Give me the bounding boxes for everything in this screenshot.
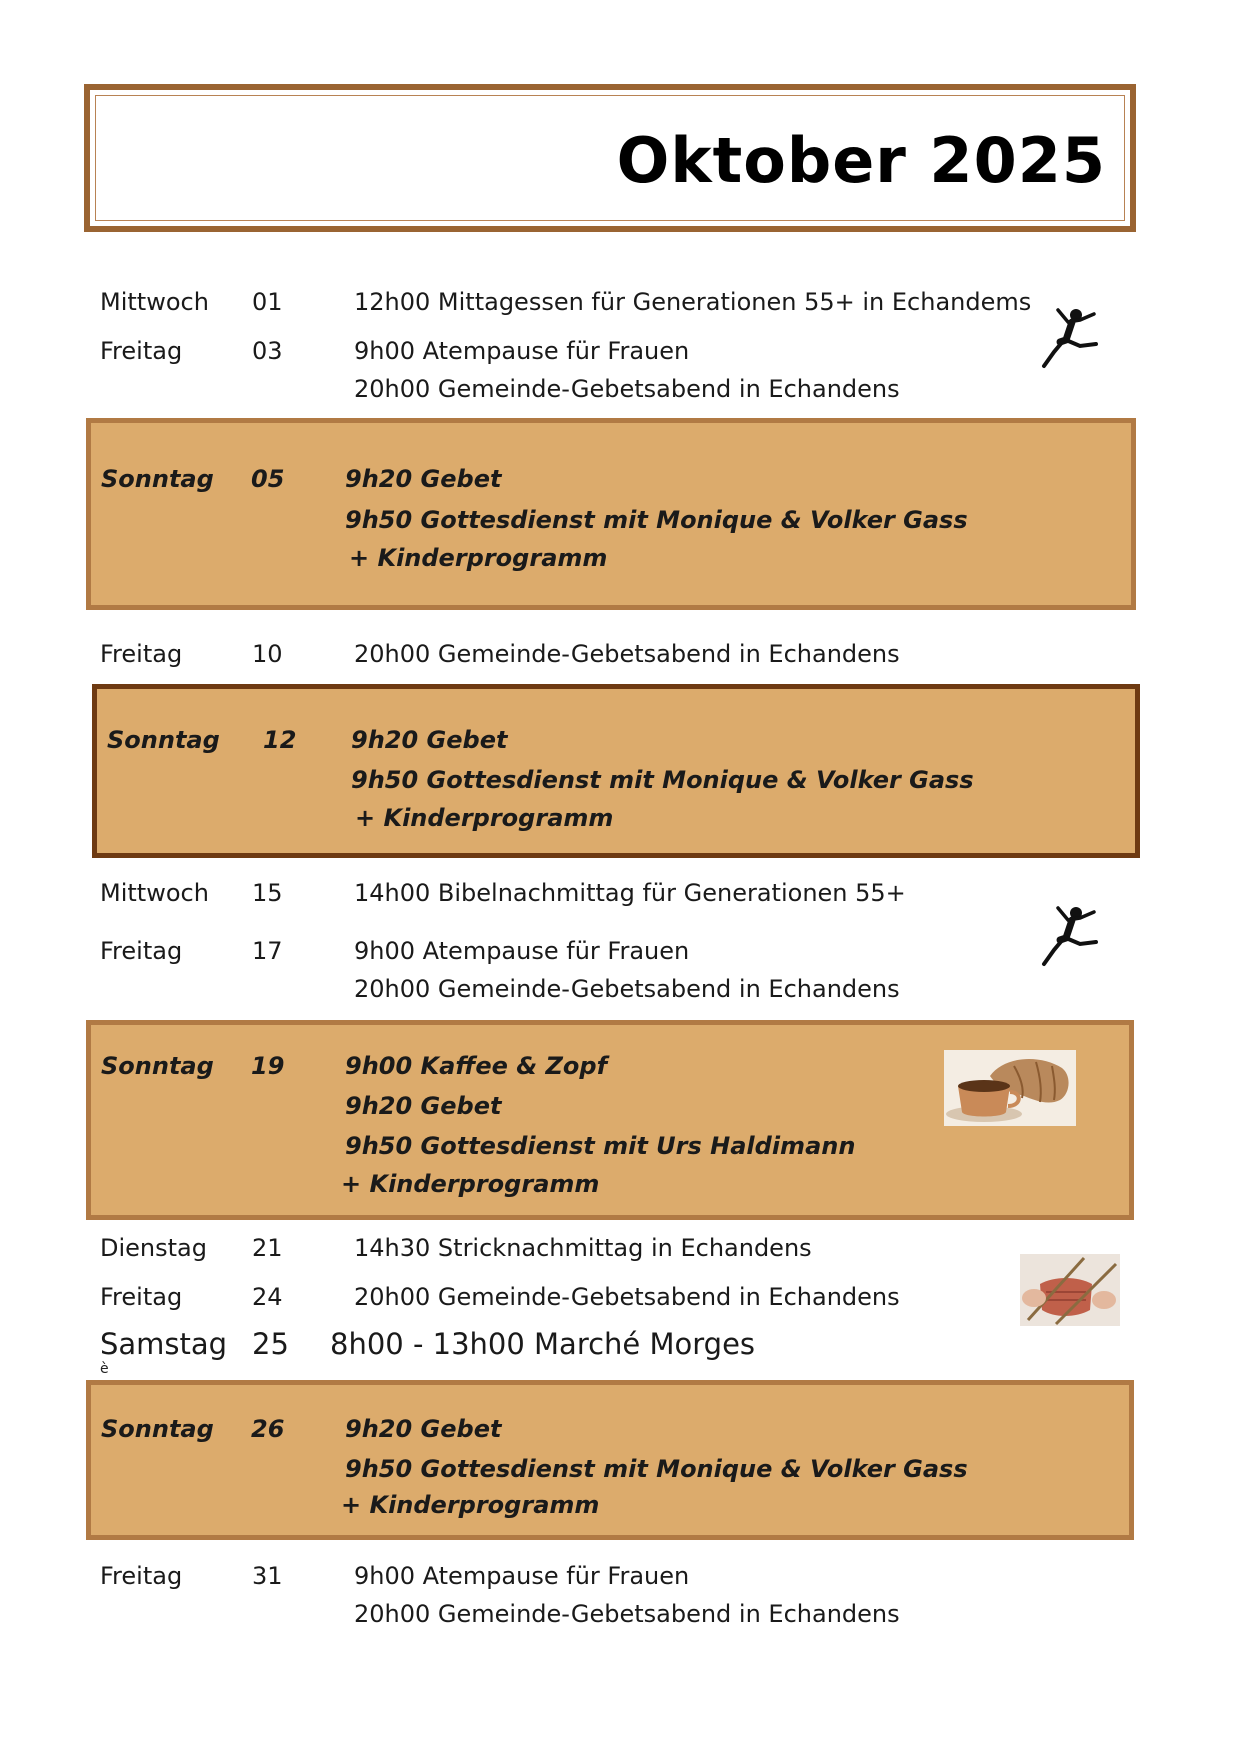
list-item	[100, 371, 1020, 407]
event-text: + Kinderprogramm	[355, 804, 614, 832]
weekday: Sonntag	[101, 1415, 214, 1443]
list-item	[101, 461, 1121, 497]
day-number: 21	[252, 1234, 283, 1262]
day-number: 15	[252, 879, 283, 907]
weekday: Sonntag	[101, 1052, 214, 1080]
event-text: 9h50 Gottesdienst mit Monique & Volker Gass	[345, 1455, 968, 1483]
list-item	[107, 762, 1127, 798]
event-text: 20h00 Gemeinde-Gebetsabend in Echandens	[354, 375, 900, 403]
event-text: + Kinderprogramm	[341, 1170, 600, 1198]
event-text: 14h00 Bibelnachmittag für Generationen 55+	[354, 879, 906, 907]
day-number: 31	[252, 1562, 283, 1590]
list-item	[100, 1279, 1020, 1315]
list-item	[100, 1558, 1020, 1594]
stray-mark: è	[100, 1361, 109, 1377]
weekday: Freitag	[100, 640, 183, 668]
list-item	[100, 284, 1032, 320]
list-item	[101, 1487, 1121, 1523]
day-number: 26	[251, 1415, 285, 1443]
runner-icon	[1036, 904, 1100, 970]
list-item	[101, 502, 1121, 538]
highlight-block	[86, 1380, 1134, 1540]
knitting-icon	[1020, 1254, 1120, 1326]
list-item	[101, 1166, 1121, 1202]
highlight-block	[86, 418, 1136, 610]
list-item	[100, 333, 1020, 369]
event-text: 9h20 Gebet	[351, 726, 508, 754]
title-frame	[84, 84, 1136, 232]
weekday: Sonntag	[101, 465, 214, 493]
day-number: 17	[252, 937, 283, 965]
day-number: 19	[251, 1052, 285, 1080]
list-item	[100, 971, 1020, 1007]
day-number: 05	[251, 465, 285, 493]
list-item	[100, 1596, 1020, 1632]
weekday: Freitag	[100, 937, 183, 965]
list-item	[101, 1451, 1121, 1487]
event-text: 9h00 Atempause für Frauen	[354, 337, 690, 365]
list-item	[100, 933, 1020, 969]
event-text: 8h00 - 13h00 Marché Morges	[330, 1327, 756, 1361]
list-item	[100, 1230, 1020, 1266]
event-text: 9h50 Gottesdienst mit Monique & Volker Gass	[345, 506, 968, 534]
day-number: 25	[252, 1327, 289, 1361]
day-number: 12	[263, 726, 297, 754]
highlight-block	[92, 684, 1140, 858]
list-item	[101, 1128, 1121, 1164]
event-text: 20h00 Gemeinde-Gebetsabend in Echandens	[354, 1600, 900, 1628]
day-number: 01	[252, 288, 283, 316]
event-text: 20h00 Gemeinde-Gebetsabend in Echandens	[354, 1283, 900, 1311]
event-text: 20h00 Gemeinde-Gebetsabend in Echandens	[354, 975, 900, 1003]
list-item	[101, 1411, 1121, 1447]
runner-icon	[1036, 306, 1100, 372]
weekday: Freitag	[100, 1562, 183, 1590]
event-text: 9h20 Gebet	[345, 465, 502, 493]
day-number: 10	[252, 640, 283, 668]
day-number: 24	[252, 1283, 283, 1311]
event-text: 9h00 Atempause für Frauen	[354, 1562, 690, 1590]
event-text: + Kinderprogramm	[341, 1491, 600, 1519]
event-text: 9h00 Kaffee & Zopf	[345, 1052, 608, 1080]
weekday: Freitag	[100, 337, 183, 365]
page-title: Oktober 2025	[616, 124, 1106, 197]
event-text: 9h00 Atempause für Frauen	[354, 937, 690, 965]
weekday: Sonntag	[107, 726, 220, 754]
list-item	[107, 800, 1127, 836]
weekday: Mittwoch	[100, 879, 209, 907]
list-item	[100, 1322, 1020, 1366]
list-item	[100, 875, 1020, 911]
event-text: 14h30 Stricknachmittag in Echandens	[354, 1234, 812, 1262]
weekday: Dienstag	[100, 1234, 207, 1262]
weekday: Mittwoch	[100, 288, 209, 316]
list-item	[107, 722, 1127, 758]
event-text: 9h20 Gebet	[345, 1092, 502, 1120]
coffee-croissant-icon	[944, 1050, 1076, 1126]
list-item	[101, 540, 1121, 576]
weekday: Freitag	[100, 1283, 183, 1311]
weekday: Samstag	[100, 1327, 228, 1361]
list-item	[100, 636, 1020, 672]
event-text: 9h50 Gottesdienst mit Urs Haldimann	[345, 1132, 856, 1160]
event-text: 9h50 Gottesdienst mit Monique & Volker Gass	[351, 766, 974, 794]
day-number: 03	[252, 337, 283, 365]
event-text: 12h00 Mittagessen für Generationen 55+ in Echandems	[354, 288, 1032, 316]
event-text: 9h20 Gebet	[345, 1415, 502, 1443]
event-text: + Kinderprogramm	[349, 544, 608, 572]
event-text: 20h00 Gemeinde-Gebetsabend in Echandens	[354, 640, 900, 668]
